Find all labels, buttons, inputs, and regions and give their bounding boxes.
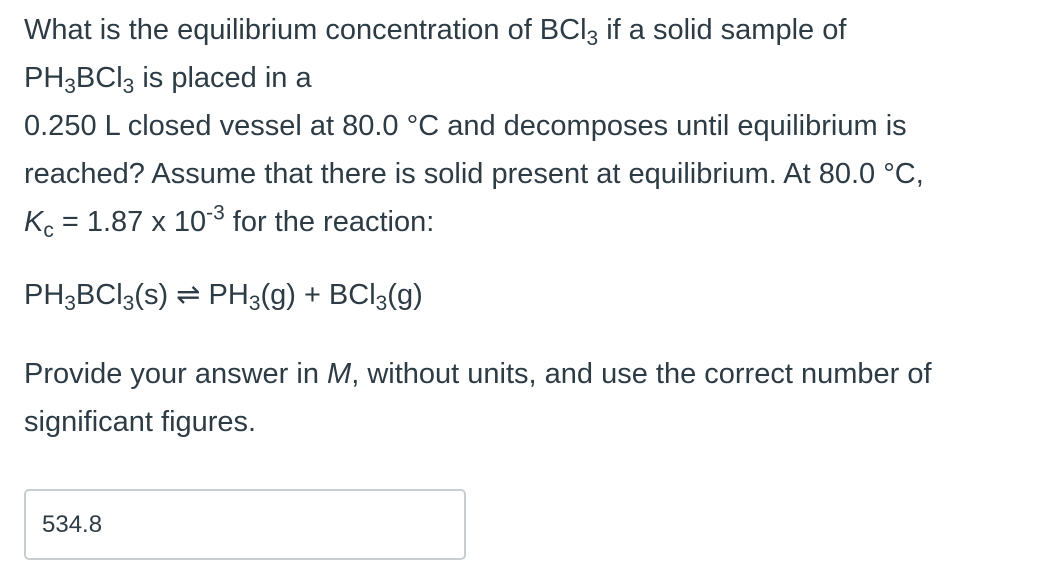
superscript: -3 [206, 201, 225, 225]
kc-symbol: K [24, 206, 44, 238]
answer-instructions [24, 350, 1044, 446]
subscript: 3 [122, 291, 135, 315]
reaction-part: (s) [134, 279, 177, 311]
unit-symbol: M [327, 358, 352, 390]
instructions-text: Provide your answer in [24, 358, 328, 390]
answer-field-container[interactable] [24, 489, 466, 560]
question-line3: 0.250 L closed vessel at 80.0 °C and decomposes until equilibrium is [24, 110, 907, 142]
question-line2: PH [24, 62, 65, 94]
reaction-part: BCl [75, 279, 123, 311]
reaction-part: (g) [387, 279, 423, 311]
subscript: c [43, 218, 54, 242]
reaction-part: (g) + BCl [260, 279, 376, 311]
kc-value: = 1.87 x 10 [53, 206, 207, 238]
subscript: 3 [586, 26, 599, 50]
subscript: 3 [64, 74, 76, 98]
subscript: 3 [64, 291, 76, 315]
question-line1-end: if a solid sample of [598, 14, 847, 46]
equilibrium-arrow-icon: ⇌ [176, 279, 201, 311]
reaction-equation [24, 271, 1044, 319]
answer-input[interactable] [26, 491, 464, 558]
instructions-text: , without units, and use the correct number of significant figures. [24, 358, 932, 438]
question-line2-end: is placed in a [134, 62, 312, 94]
question-line1: What is the equilibrium concentration of BCl [24, 14, 587, 46]
question-text [24, 6, 1044, 446]
question-line4: reached? Assume that there is solid present at equilibrium. At 80.0 °C, [24, 158, 924, 190]
question-line5-end: for the reaction: [224, 206, 435, 238]
subscript: 3 [248, 291, 261, 315]
reaction-part: PH [24, 279, 65, 311]
question-prompt [24, 6, 1044, 246]
question-line2-part: BCl [75, 62, 123, 94]
reaction-part: PH [200, 279, 249, 311]
subscript: 3 [375, 291, 388, 315]
subscript: 3 [122, 74, 135, 98]
